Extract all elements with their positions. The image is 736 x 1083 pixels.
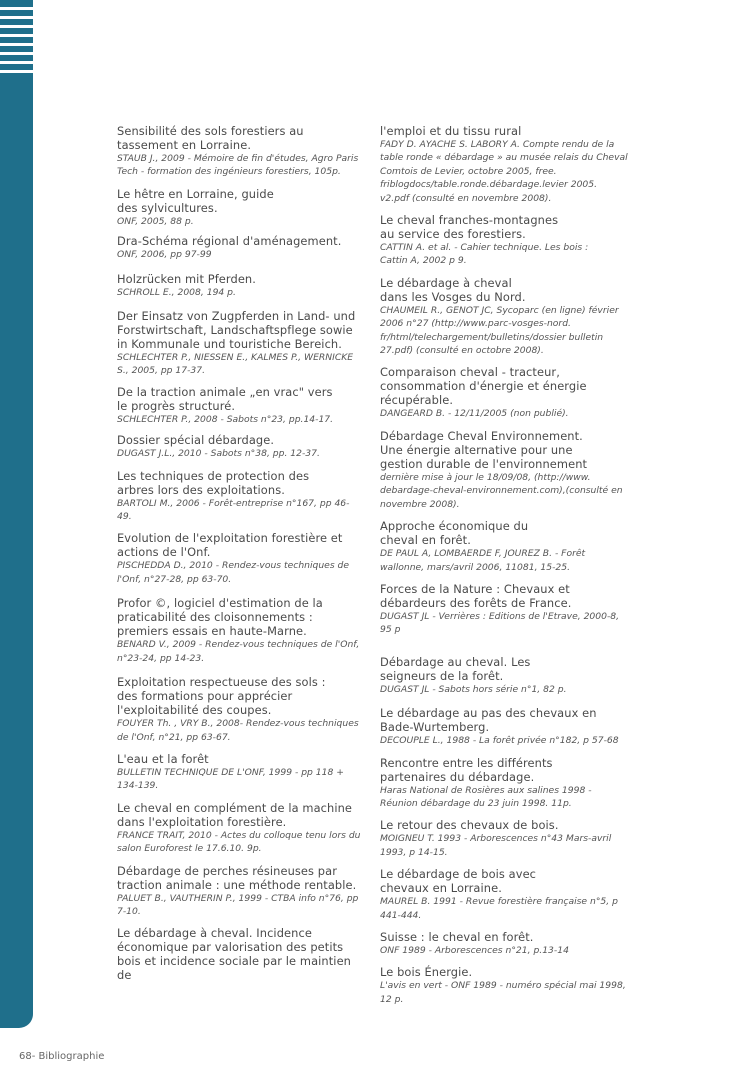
bib-entry-reference: SCHROLL E., 2008, 194 p. — [117, 286, 236, 298]
bib-entry-title: Forces de la Nature : Chevaux et débardeurs des forêts de France. — [380, 581, 572, 610]
bib-entry-title: l'emploi et du tissu rural — [380, 124, 522, 138]
bib-entry-reference: PALUET B., VAUTHERIN P., 1999 - CTBA info n°76, pp 7-10. — [117, 892, 359, 917]
bib-entry-reference: BARTOLI M., 2006 - Forêt-entreprise n°167, pp 46-49. — [117, 497, 350, 523]
page-footer: 68- Bibliographie — [19, 1051, 105, 1062]
bibliography-left-column — [117, 124, 363, 982]
bib-entry-title: Comparaison cheval - tracteur, consommation d'énergie et énergie récupérable. — [380, 365, 587, 408]
bib-entry-reference: SCHLECHTER P., 2008 - Sabots n°23, pp.14-17. — [117, 413, 334, 425]
bib-entry-reference: STAUB J., 2009 - Mémoire de fin d'études, Agro Paris Tech - formation des ingénieurs forestiers, 105p. — [117, 153, 359, 178]
bib-entry-title: Sensibilité des sols forestiers au tassement en Lorraine. — [117, 124, 304, 152]
bibliography-right-column — [380, 124, 628, 1006]
bib-entry-title: L'eau et la forêt — [117, 751, 209, 766]
bib-entry-reference: ONF, 2005, 88 p. — [117, 215, 194, 227]
bib-entry-title: Le débardage au pas des chevaux en Bade-Wurtemberg. — [380, 706, 597, 735]
bib-entry-title: Holzrücken mit Pferden. — [117, 271, 256, 286]
bib-entry-reference: CHAUMEIL R., GENOT JC, Sycoparc (en ligne) février 2006 n°27 (http://www.parc-vosges-nord. fr/html/telechargement/bulletins/dossier bulletin 27.pdf) (consulté en octobre 2008). — [380, 304, 619, 357]
stripe-pattern — [0, 0, 33, 73]
bib-entry — [117, 433, 363, 460]
bib-entry — [380, 655, 628, 696]
bib-entry-reference: FADY D. AYACHE S. LABORY A. Compte rendu de la table ronde « débardage » au musée relais du Cheval Comtois de Levier, octobre 2005, free. friblogdocs/table.ronde.débardage.levier 2005. v2.pdf (consulté en novembre 2008). — [380, 139, 628, 204]
bib-entry — [117, 926, 363, 982]
bib-entry-reference: MAUREL B. 1991 - Revue forestière française n°5, p 441-444. — [380, 896, 618, 921]
bib-entry-title: Le retour des chevaux de bois. — [380, 818, 559, 833]
bib-entry-title: Rencontre entre les différents partenaires du débardage. — [380, 755, 553, 784]
bib-entry — [117, 675, 363, 744]
bib-entry-title: Le bois Énergie. — [380, 965, 473, 980]
bib-entry-title: Suisse : le cheval en forêt. — [380, 929, 534, 944]
bib-entry-title: Profor ©, logiciel d'estimation de la praticabilité des cloisonnements : premiers essais en haute-Marne. — [117, 596, 323, 639]
bib-entry-reference: FOUYER Th. , VRY B., 2008- Rendez-vous techniques de l'Onf, n°21, pp 63-67. — [117, 718, 359, 743]
bib-entry-reference: Haras National de Rosières aux salines 1998 - Réunion débardage du 23 juin 1998. 11p. — [380, 784, 592, 809]
bib-entry-reference: MOIGNEU T. 1993 - Arborescences n°43 Mars-avril 1993, p 14-15. — [380, 833, 612, 858]
bib-entry — [380, 365, 628, 420]
bib-entry-reference: FRANCE TRAIT, 2010 - Actes du colloque tenu lors du salon Euroforest le 17.6.10. 9p. — [117, 829, 361, 855]
bib-entry — [117, 531, 363, 586]
sidebar-stripes — [0, 0, 33, 1028]
bib-entry — [117, 187, 363, 228]
bib-entry-title: Dra-Schéma régional d'aménagement. — [117, 234, 342, 249]
bib-entry — [380, 867, 628, 922]
bib-entry-reference: dernière mise à jour le 18/09/08, (http://www. debardage-cheval-environnement.com),(consulté en novembre 2008). — [380, 471, 623, 510]
bib-entry-title: Les techniques de protection des arbres lors des exploitations. — [117, 468, 310, 497]
bib-entry-title: Evolution de l'exploitation forestière et actions de l'Onf. — [117, 531, 343, 560]
bib-entry — [117, 309, 363, 378]
bib-entry-title: Le cheval en complément de la machine dans l'exploitation forestière. — [117, 800, 353, 829]
bib-entry-reference: DE PAUL A, LOMBAERDE F, JOUREZ B. - Forêt wallonne, mars/avril 2006, 11081, 15-25. — [380, 548, 586, 573]
bib-entry-title: Dossier spécial débardage. — [117, 433, 275, 448]
bib-entry — [117, 864, 363, 919]
bib-entry — [380, 706, 628, 747]
bib-entry — [117, 801, 363, 856]
bib-entry — [380, 965, 628, 1006]
bib-entry-title: Exploitation respectueuse des sols : des formations pour apprécier l'exploitabilité des coupes. — [117, 675, 326, 718]
bib-entry — [380, 276, 628, 358]
bib-entry-reference: BULLETIN TECHNIQUE DE L'ONF, 1999 - pp 118 + 134-139. — [117, 766, 344, 792]
bib-entry-reference: PISCHEDDA D., 2010 - Rendez-vous techniques de l'Onf, n°27-28, pp 63-70. — [117, 560, 350, 585]
bib-entry-title: Le débardage à cheval. Incidence économique par valorisation des petits bois et incidence sociale par le maintien de — [117, 926, 352, 983]
bib-entry-reference: SCHLECHTER P., NIESSEN E., KALMES P., WERNICKE S., 2005, pp 17-37. — [117, 352, 354, 377]
bib-entry-reference: DANGEARD B. - 12/11/2005 (non publié). — [380, 408, 569, 420]
bib-entry-reference: L'avis en vert - ONF 1989 - numéro spécial mai 1998, 12 p. — [380, 980, 626, 1005]
bib-entry — [117, 234, 363, 261]
bib-entry-title: Approche économique du cheval en forêt. — [380, 519, 529, 548]
bib-entry-title: Le débardage de bois avec chevaux en Lorraine. — [380, 867, 537, 896]
bib-entry — [380, 519, 628, 574]
bib-entry — [117, 272, 363, 299]
bib-entry — [380, 756, 628, 811]
bib-entry-reference: DUGAST JL - Sabots hors série n°1, 82 p. — [380, 683, 567, 695]
bib-entry-reference: DECOUPLE L., 1988 - La forêt privée n°182, p 57-68 — [380, 735, 619, 747]
bib-entry — [117, 596, 363, 665]
bib-entry — [117, 385, 363, 426]
bib-entry — [380, 818, 628, 859]
bib-entry-reference: ONF, 2006, pp 97-99 — [117, 249, 212, 261]
bib-entry-title: Le cheval franches-montagnes au service des forestiers. — [380, 213, 559, 242]
bib-entry-title: Le hêtre en Lorraine, guide des sylvicultures. — [117, 186, 274, 215]
bib-entry-title: De la traction animale „en vrac" vers le progrès structuré. — [117, 384, 333, 413]
bib-entry-title: Débardage de perches résineuses par traction animale : une méthode rentable. — [117, 863, 357, 892]
bib-entry — [117, 752, 363, 793]
bib-entry — [380, 213, 628, 268]
bib-entry — [117, 124, 363, 179]
bib-entry-reference: DUGAST J.L., 2010 - Sabots n°38, pp. 12-37. — [117, 448, 320, 460]
bib-entry — [380, 124, 628, 205]
bib-entry-title: Débardage au cheval. Les seigneurs de la forêt. — [380, 654, 531, 683]
bib-entry-reference: BENARD V., 2009 - Rendez-vous techniques de l'Onf, n°23-24, pp 14-23. — [117, 639, 360, 664]
bib-entry-reference: DUGAST JL - Verrières : Editions de l'Etrave, 2000-8, 95 p — [380, 610, 620, 636]
bib-entry — [380, 930, 628, 957]
bib-entry-title: Le débardage à cheval dans les Vosges du Nord. — [380, 275, 526, 304]
bib-entry — [380, 582, 628, 637]
bib-entry-title: Der Einsatz von Zugpferden in Land- und Forstwirtschaft, Landschaftspflege sowie in Kommunale und touristiche Bereich. — [117, 309, 356, 352]
bib-entry-reference: CATTIN A. et al. - Cahier technique. Les bois : Cattin A, 2002 p 9. — [380, 242, 589, 267]
bib-entry-reference: ONF 1989 - Arborescences n°21, p.13-14 — [380, 944, 569, 956]
bib-entry-title: Débardage Cheval Environnement. Une énergie alternative pour une gestion durable de l'environnement — [380, 428, 588, 471]
bib-entry — [117, 469, 363, 524]
bib-entry — [380, 429, 628, 511]
